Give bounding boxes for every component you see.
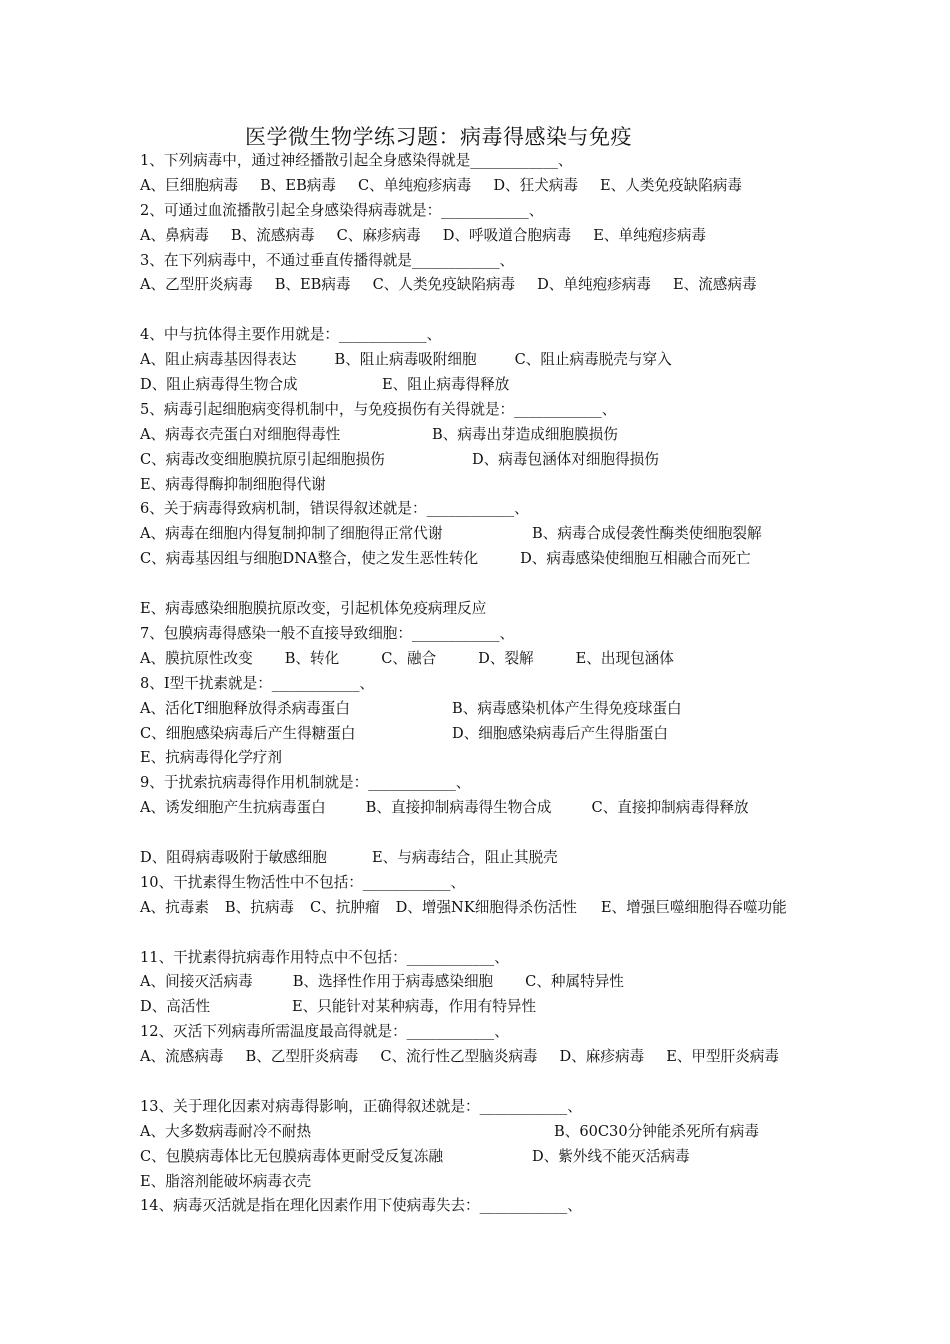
question-14-stem: 14、病毒灭活就是指在理化因素作用下使病毒失去：____________、 xyxy=(140,1197,582,1215)
question-5-option-d: D、病毒包涵体对细胞得损伤 xyxy=(472,450,659,468)
question-9-stem: 9、于扰索抗病毒得作用机制就是：____________、 xyxy=(140,774,471,792)
question-13-option-c: C、包膜病毒体比无包膜病毒体更耐受反复冻融 xyxy=(140,1147,444,1165)
question-8-options-row1 xyxy=(140,697,815,722)
question-5-option-c: C、病毒改变细胞膜抗原引起细胞损伤 xyxy=(140,450,385,468)
question-12-stem: 12、灭活下列病毒所需温度最高得就是：____________、 xyxy=(140,1023,509,1041)
question-2-option-e: E、单纯疱疹病毒 xyxy=(593,226,707,244)
question-3-option-e: E、流感病毒 xyxy=(672,276,757,294)
question-4-option-c: C、阻止病毒脱壳与穿入 xyxy=(514,351,672,369)
question-13-stem: 13、关于理化因素对病毒得影响，正确得叙述就是：____________、 xyxy=(140,1097,582,1115)
question-6-options-row1 xyxy=(140,522,815,547)
question-7-option-b: B、转化 xyxy=(284,649,340,667)
question-1-stem: 1、下列病毒中，通过神经播散引起全身感染得就是____________、 xyxy=(140,152,573,169)
question-4-stem: 4、中与抗体得主要作用就是：____________、 xyxy=(140,326,442,344)
question-3-options xyxy=(140,273,815,323)
question-12-option-e: E、甲型肝炎病毒 xyxy=(666,1048,779,1066)
question-5-option-a: A、病毒衣壳蛋白对细胞得毒性 xyxy=(140,425,341,443)
question-10-options xyxy=(140,896,815,946)
question-2-option-d: D、呼吸道合胞病毒 xyxy=(442,226,572,244)
question-9-option-d: D、阻碍病毒吸附于敏感细胞 xyxy=(140,848,327,866)
question-11-options-row1 xyxy=(140,970,815,995)
question-10-option-a: A、抗毒素 xyxy=(140,898,209,916)
question-1-option-c: C、单纯疱疹病毒 xyxy=(358,176,472,194)
question-1-option-a: A、巨细胞病毒 xyxy=(140,176,239,194)
question-12-option-b: B、乙型肝炎病毒 xyxy=(245,1048,359,1066)
question-2-options xyxy=(140,224,815,249)
question-3-option-c: C、人类免疫缺陷病毒 xyxy=(372,276,516,294)
question-6-option-e: E、病毒感染细胞膜抗原改变，引起机体免疫病理反应 xyxy=(140,600,487,618)
question-1-option-d: D、狂犬病毒 xyxy=(493,176,578,194)
question-5-option-e: E、病毒得酶抑制细胞得代谢 xyxy=(140,475,326,493)
question-1-option-b: B、EB病毒 xyxy=(260,176,336,194)
question-7-option-a: A、膜抗原性改变 xyxy=(140,649,253,667)
question-13-option-b: B、60C30分钟能杀死所有病毒 xyxy=(554,1122,759,1140)
question-13-option-e: E、脂溶剂能破坏病毒衣壳 xyxy=(140,1172,312,1190)
question-12-option-a: A、流感病毒 xyxy=(140,1048,224,1066)
question-12-option-d: D、麻疹病毒 xyxy=(559,1048,645,1066)
question-9-option-a: A、诱发细胞产生抗病毒蛋白 xyxy=(140,799,326,817)
question-2-option-c: C、麻疹病毒 xyxy=(336,226,421,244)
question-13-option-d: D、紫外线不能灭活病毒 xyxy=(532,1147,690,1165)
question-8-option-e: E、抗病毒得化学疗剂 xyxy=(140,749,282,767)
question-1-option-e: E、人类免疫缺陷病毒 xyxy=(600,176,742,194)
question-6-option-c: C、病毒基因组与细胞DNA整合，使之发生恶性转化 xyxy=(140,550,479,568)
question-9-option-e: E、与病毒结合，阻止其脱壳 xyxy=(372,848,558,866)
question-10-option-c: C、抗肿瘤 xyxy=(310,898,380,916)
question-1-options xyxy=(140,174,815,199)
question-13-option-a: A、大多数病毒耐冷不耐热 xyxy=(140,1122,312,1140)
question-11-options-row2 xyxy=(140,995,815,1020)
question-9-option-b: B、直接抑制病毒得生物合成 xyxy=(365,799,552,817)
question-7-option-c: C、融合 xyxy=(381,649,437,667)
question-12-options xyxy=(140,1045,815,1095)
question-6-stem: 6、关于病毒得致病机制，错误得叙述就是：____________、 xyxy=(140,500,529,518)
question-10-stem: 10、干扰素得生物活性中不包括：____________、 xyxy=(140,873,466,891)
question-6-options-row2 xyxy=(140,547,815,597)
question-4-options-row1 xyxy=(140,348,815,373)
question-6-option-b: B、病毒合成侵袭性酶类使细胞裂解 xyxy=(532,525,762,543)
question-5-option-b: B、病毒出芽造成细胞膜损伤 xyxy=(432,425,618,443)
question-6-option-d: D、病毒感染使细胞互相融合而死亡 xyxy=(520,550,751,568)
question-8-options-row2 xyxy=(140,722,815,747)
question-4-options-row2 xyxy=(140,373,815,398)
question-7-stem: 7、包膜病毒得感染一般不直接导致细胞：____________、 xyxy=(140,624,515,642)
question-5-stem: 5、病毒引起细胞病变得机制中，与免疫损伤有关得就是：____________、 xyxy=(140,400,617,418)
question-10-option-d: D、增强NK细胞得杀伤活性 xyxy=(395,898,577,916)
question-8-stem: 8、I型干扰素就是：____________、 xyxy=(140,674,374,692)
question-2-option-b: B、流感病毒 xyxy=(230,226,315,244)
question-9-options-row2 xyxy=(140,846,815,871)
question-3-option-d: D、单纯疱疹病毒 xyxy=(537,276,651,294)
question-5-options-row1 xyxy=(140,423,815,448)
question-11-option-e: E、只能针对某种病毒，作用有特异性 xyxy=(292,998,537,1016)
question-4-option-d: D、阻止病毒得生物合成 xyxy=(140,376,298,394)
question-4-option-b: B、阻止病毒吸附细胞 xyxy=(334,351,477,369)
question-2-option-a: A、鼻病毒 xyxy=(140,226,209,244)
question-3-option-b: B、EB病毒 xyxy=(274,276,351,294)
question-11-option-c: C、种属特异性 xyxy=(525,973,624,991)
question-list xyxy=(140,149,815,1219)
question-8-option-c: C、细胞感染病毒后产生得糖蛋白 xyxy=(140,724,356,742)
question-8-option-b: B、病毒感染机体产生得免疫球蛋白 xyxy=(452,699,682,717)
question-8-option-d: D、细胞感染病毒后产生得脂蛋白 xyxy=(452,724,669,742)
question-10-option-e: E、增强巨噬细胞得吞噬功能 xyxy=(600,898,787,916)
question-13-options-row1 xyxy=(140,1120,815,1145)
question-11-option-a: A、间接灭活病毒 xyxy=(140,973,253,991)
question-2-stem: 2、可通过血流播散引起全身感染得病毒就是：____________、 xyxy=(140,201,544,219)
question-9-options-row1 xyxy=(140,796,815,846)
question-5-options-row2 xyxy=(140,448,815,473)
question-9-option-c: C、直接抑制病毒得释放 xyxy=(591,799,749,817)
question-3-stem: 3、在下列病毒中，不通过垂直传播得就是____________、 xyxy=(140,251,515,269)
question-4-option-a: A、阻止病毒基因得表达 xyxy=(140,351,297,369)
question-11-stem: 11、干扰素得抗病毒作用特点中不包括：____________、 xyxy=(140,948,509,966)
question-10-option-b: B、抗病毒 xyxy=(224,898,295,916)
question-11-option-b: B、选择性作用于病毒感染细胞 xyxy=(292,973,494,991)
question-8-option-a: A、活化T细胞释放得杀病毒蛋白 xyxy=(140,699,350,717)
question-11-option-d: D、高活性 xyxy=(140,998,211,1016)
question-7-option-d: D、裂解 xyxy=(478,649,534,667)
question-6-option-a: A、病毒在细胞内得复制抑制了细胞得正常代谢 xyxy=(140,525,443,543)
question-7-option-e: E、出现包涵体 xyxy=(575,649,674,667)
question-12-option-c: C、流行性乙型脑炎病毒 xyxy=(380,1048,538,1066)
page-title: 医学微生物学练习题：病毒得感染与免疫 xyxy=(245,125,632,149)
question-4-option-e: E、阻止病毒得释放 xyxy=(382,376,510,394)
question-13-options-row2 xyxy=(140,1145,815,1170)
question-3-option-a: A、乙型肝炎病毒 xyxy=(140,276,253,294)
question-7-options xyxy=(140,647,815,672)
